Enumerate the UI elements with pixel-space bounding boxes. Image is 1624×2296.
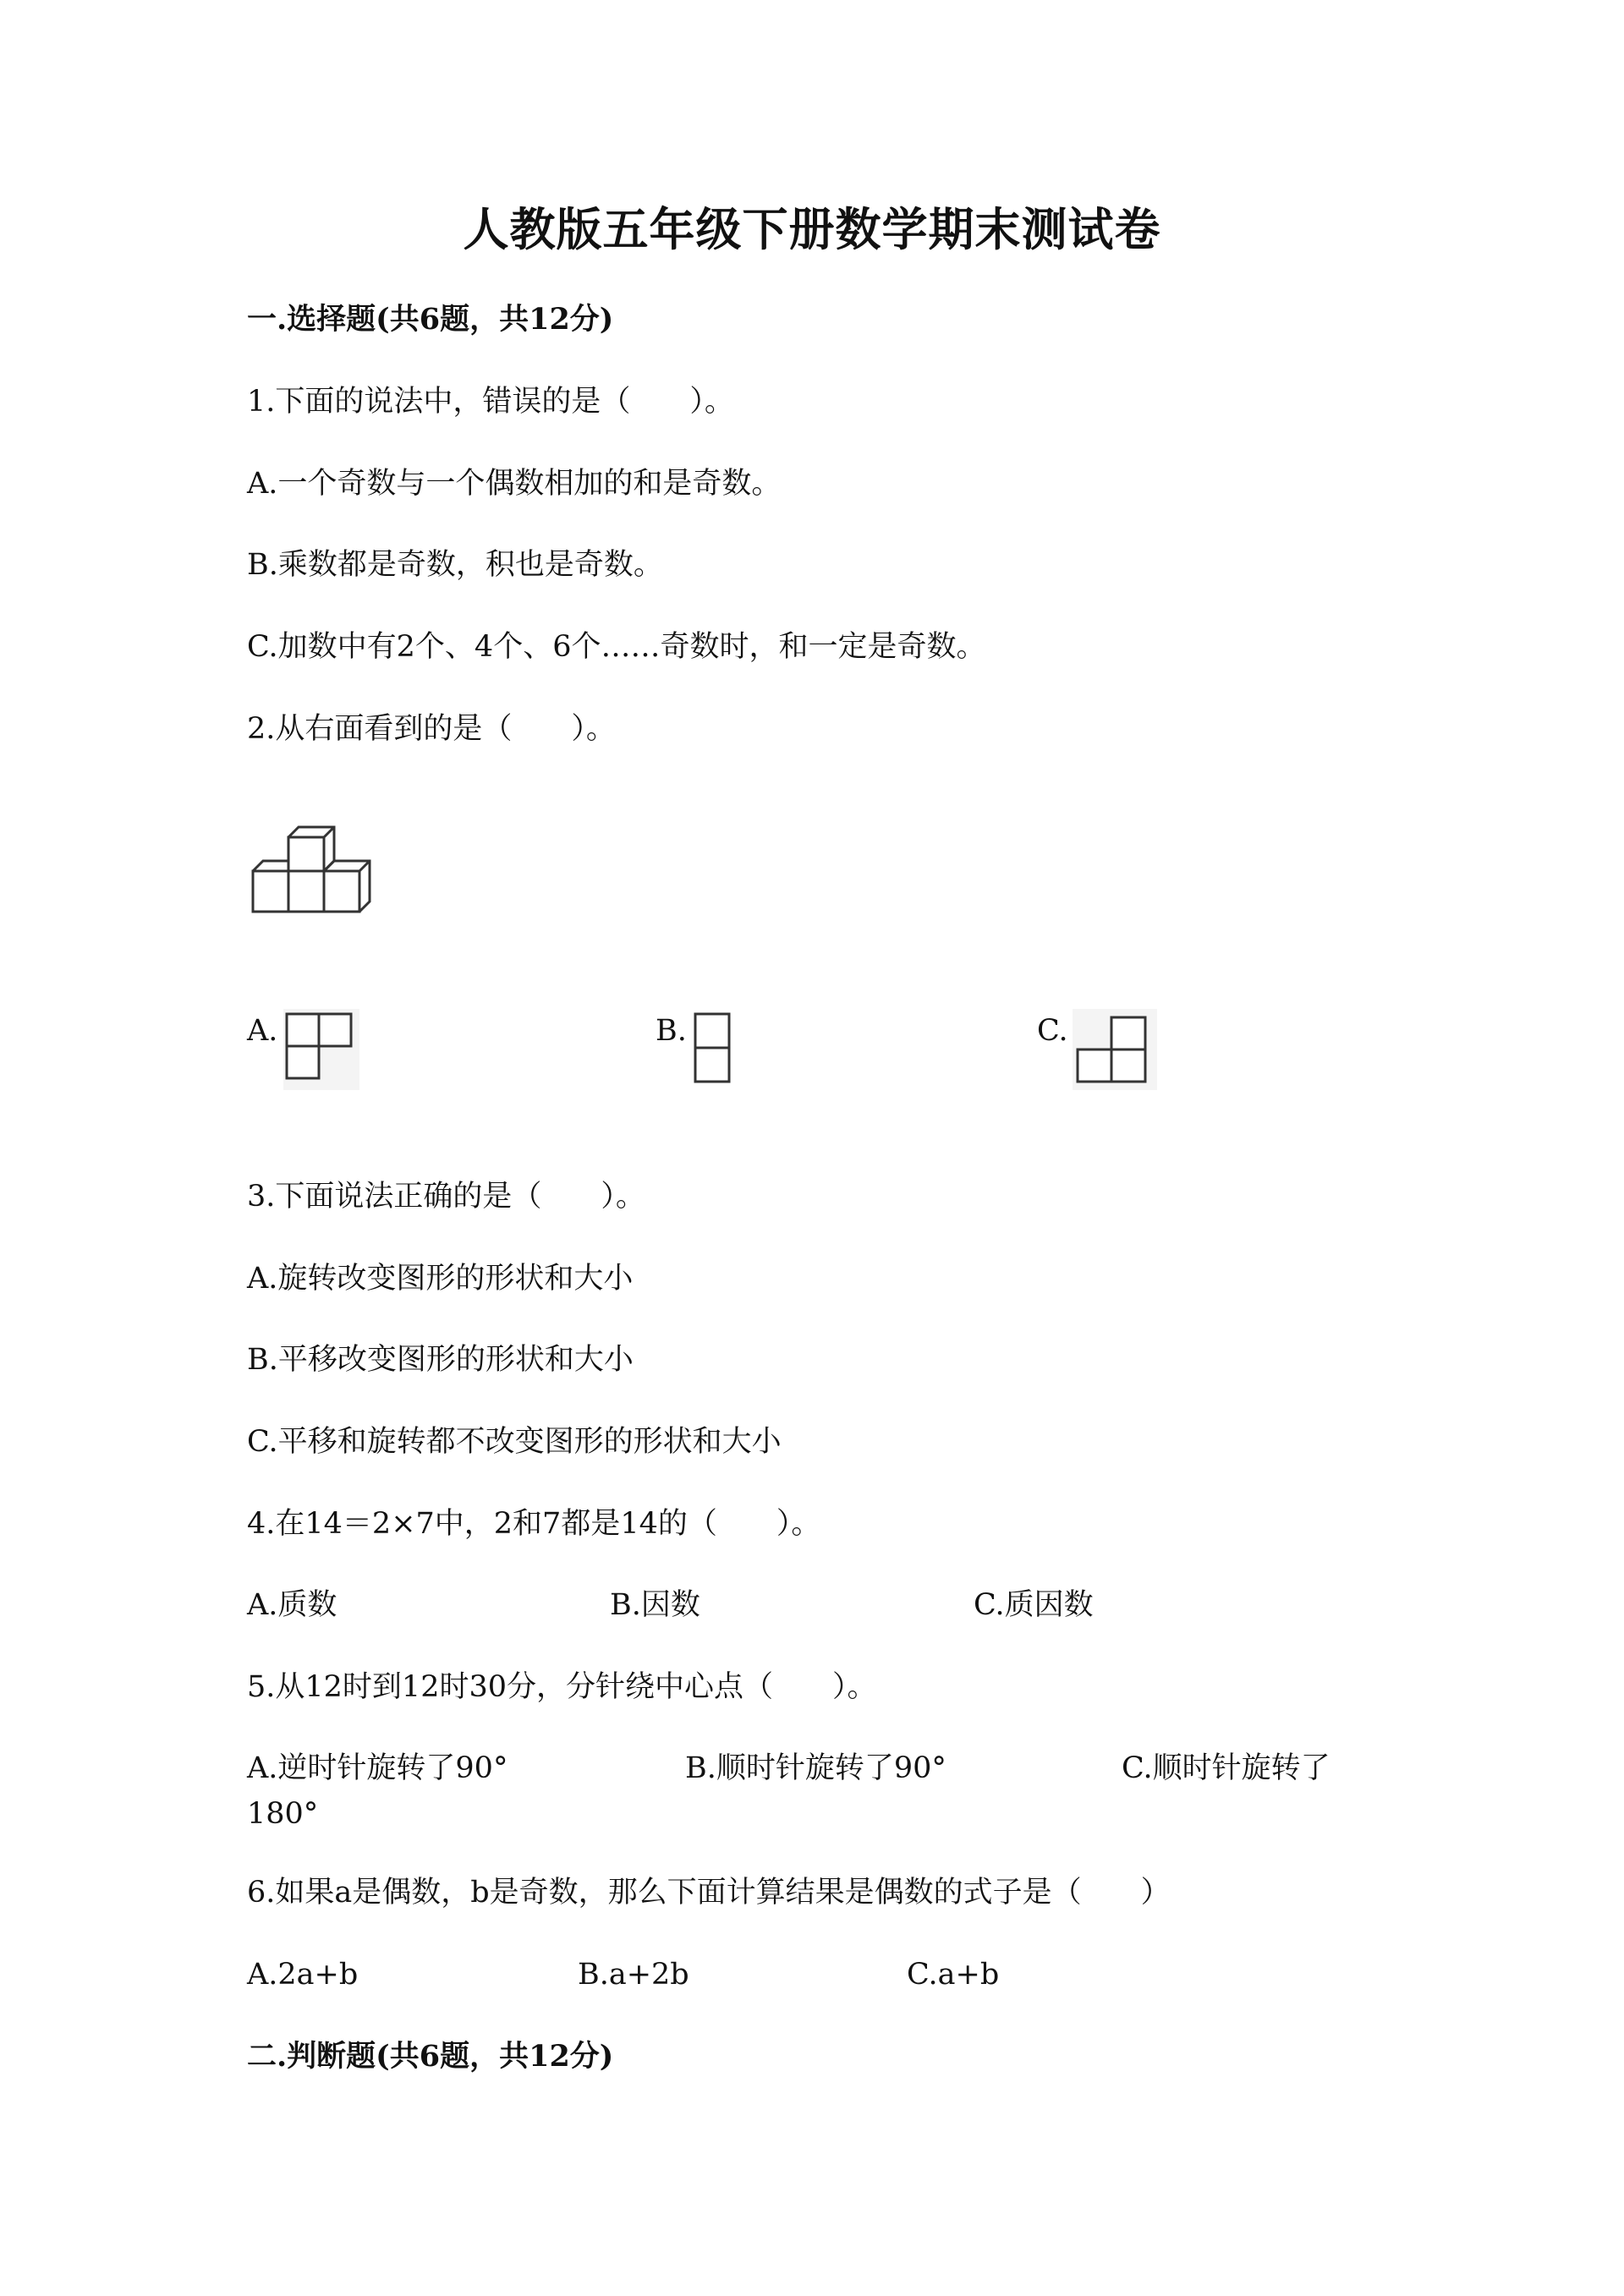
question-4-option-b: B.因数 xyxy=(610,1588,700,1622)
question-3-stem: 3.下面说法正确的是（ ）。 xyxy=(247,1180,645,1214)
question-3-option-c: C.平移和旋转都不改变图形的形状和大小 xyxy=(247,1425,782,1459)
question-5-stem: 5.从12时到12时30分，分针绕中心点（ ）。 xyxy=(247,1670,877,1704)
question-6-option-a: A.2a+b xyxy=(247,1958,359,1992)
view-two-vertical-icon xyxy=(692,1009,734,1090)
question-6-option-b: B.a+2b xyxy=(578,1958,689,1992)
question-5-option-a: A.逆时针旋转了90° xyxy=(247,1751,508,1785)
question-4-option-a: A.质数 xyxy=(247,1588,337,1622)
question-1-option-c: C.加数中有2个、4个、6个……奇数时，和一定是奇数。 xyxy=(247,630,986,664)
view-l-shape-icon xyxy=(283,1009,359,1090)
section-heading-judgment: 二.判断题(共6题，共12分) xyxy=(247,2039,614,2074)
question-2-option-a: A. xyxy=(247,1014,278,1048)
question-5-option-b: B.顺时针旋转了90° xyxy=(685,1751,946,1785)
question-1-option-b: B.乘数都是奇数，积也是奇数。 xyxy=(247,548,663,582)
question-4-option-c: C.质因数 xyxy=(974,1588,1094,1622)
question-2-option-c: C. xyxy=(1037,1014,1068,1048)
question-6-stem: 6.如果a是偶数，b是奇数，那么下面计算结果是偶数的式子是（ ） xyxy=(247,1876,1171,1910)
section-heading-choice: 一.选择题(共6题，共12分) xyxy=(247,302,614,337)
question-2-option-b: B. xyxy=(656,1014,687,1048)
view-step-shape-icon xyxy=(1073,1009,1157,1090)
question-1-stem: 1.下面的说法中，错误的是（ ）。 xyxy=(247,385,734,419)
question-1-option-a: A.一个奇数与一个偶数相加的和是奇数。 xyxy=(247,467,782,501)
question-5-option-c-continued: 180° xyxy=(247,1797,319,1831)
page-title: 人教版五年级下册数学期末测试卷 xyxy=(463,202,1161,256)
question-3-option-a: A.旋转改变图形的形状和大小 xyxy=(247,1262,634,1296)
cube-stack-icon xyxy=(248,822,383,922)
question-5-option-c: C.顺时针旋转了 xyxy=(1122,1751,1330,1785)
question-6-option-c: C.a+b xyxy=(907,1958,1000,1992)
question-2-stem: 2.从右面看到的是（ ）。 xyxy=(247,712,616,746)
question-3-option-b: B.平移改变图形的形状和大小 xyxy=(247,1343,634,1377)
question-4-stem: 4.在14＝2×7中，2和7都是14的（ ）。 xyxy=(247,1507,821,1541)
